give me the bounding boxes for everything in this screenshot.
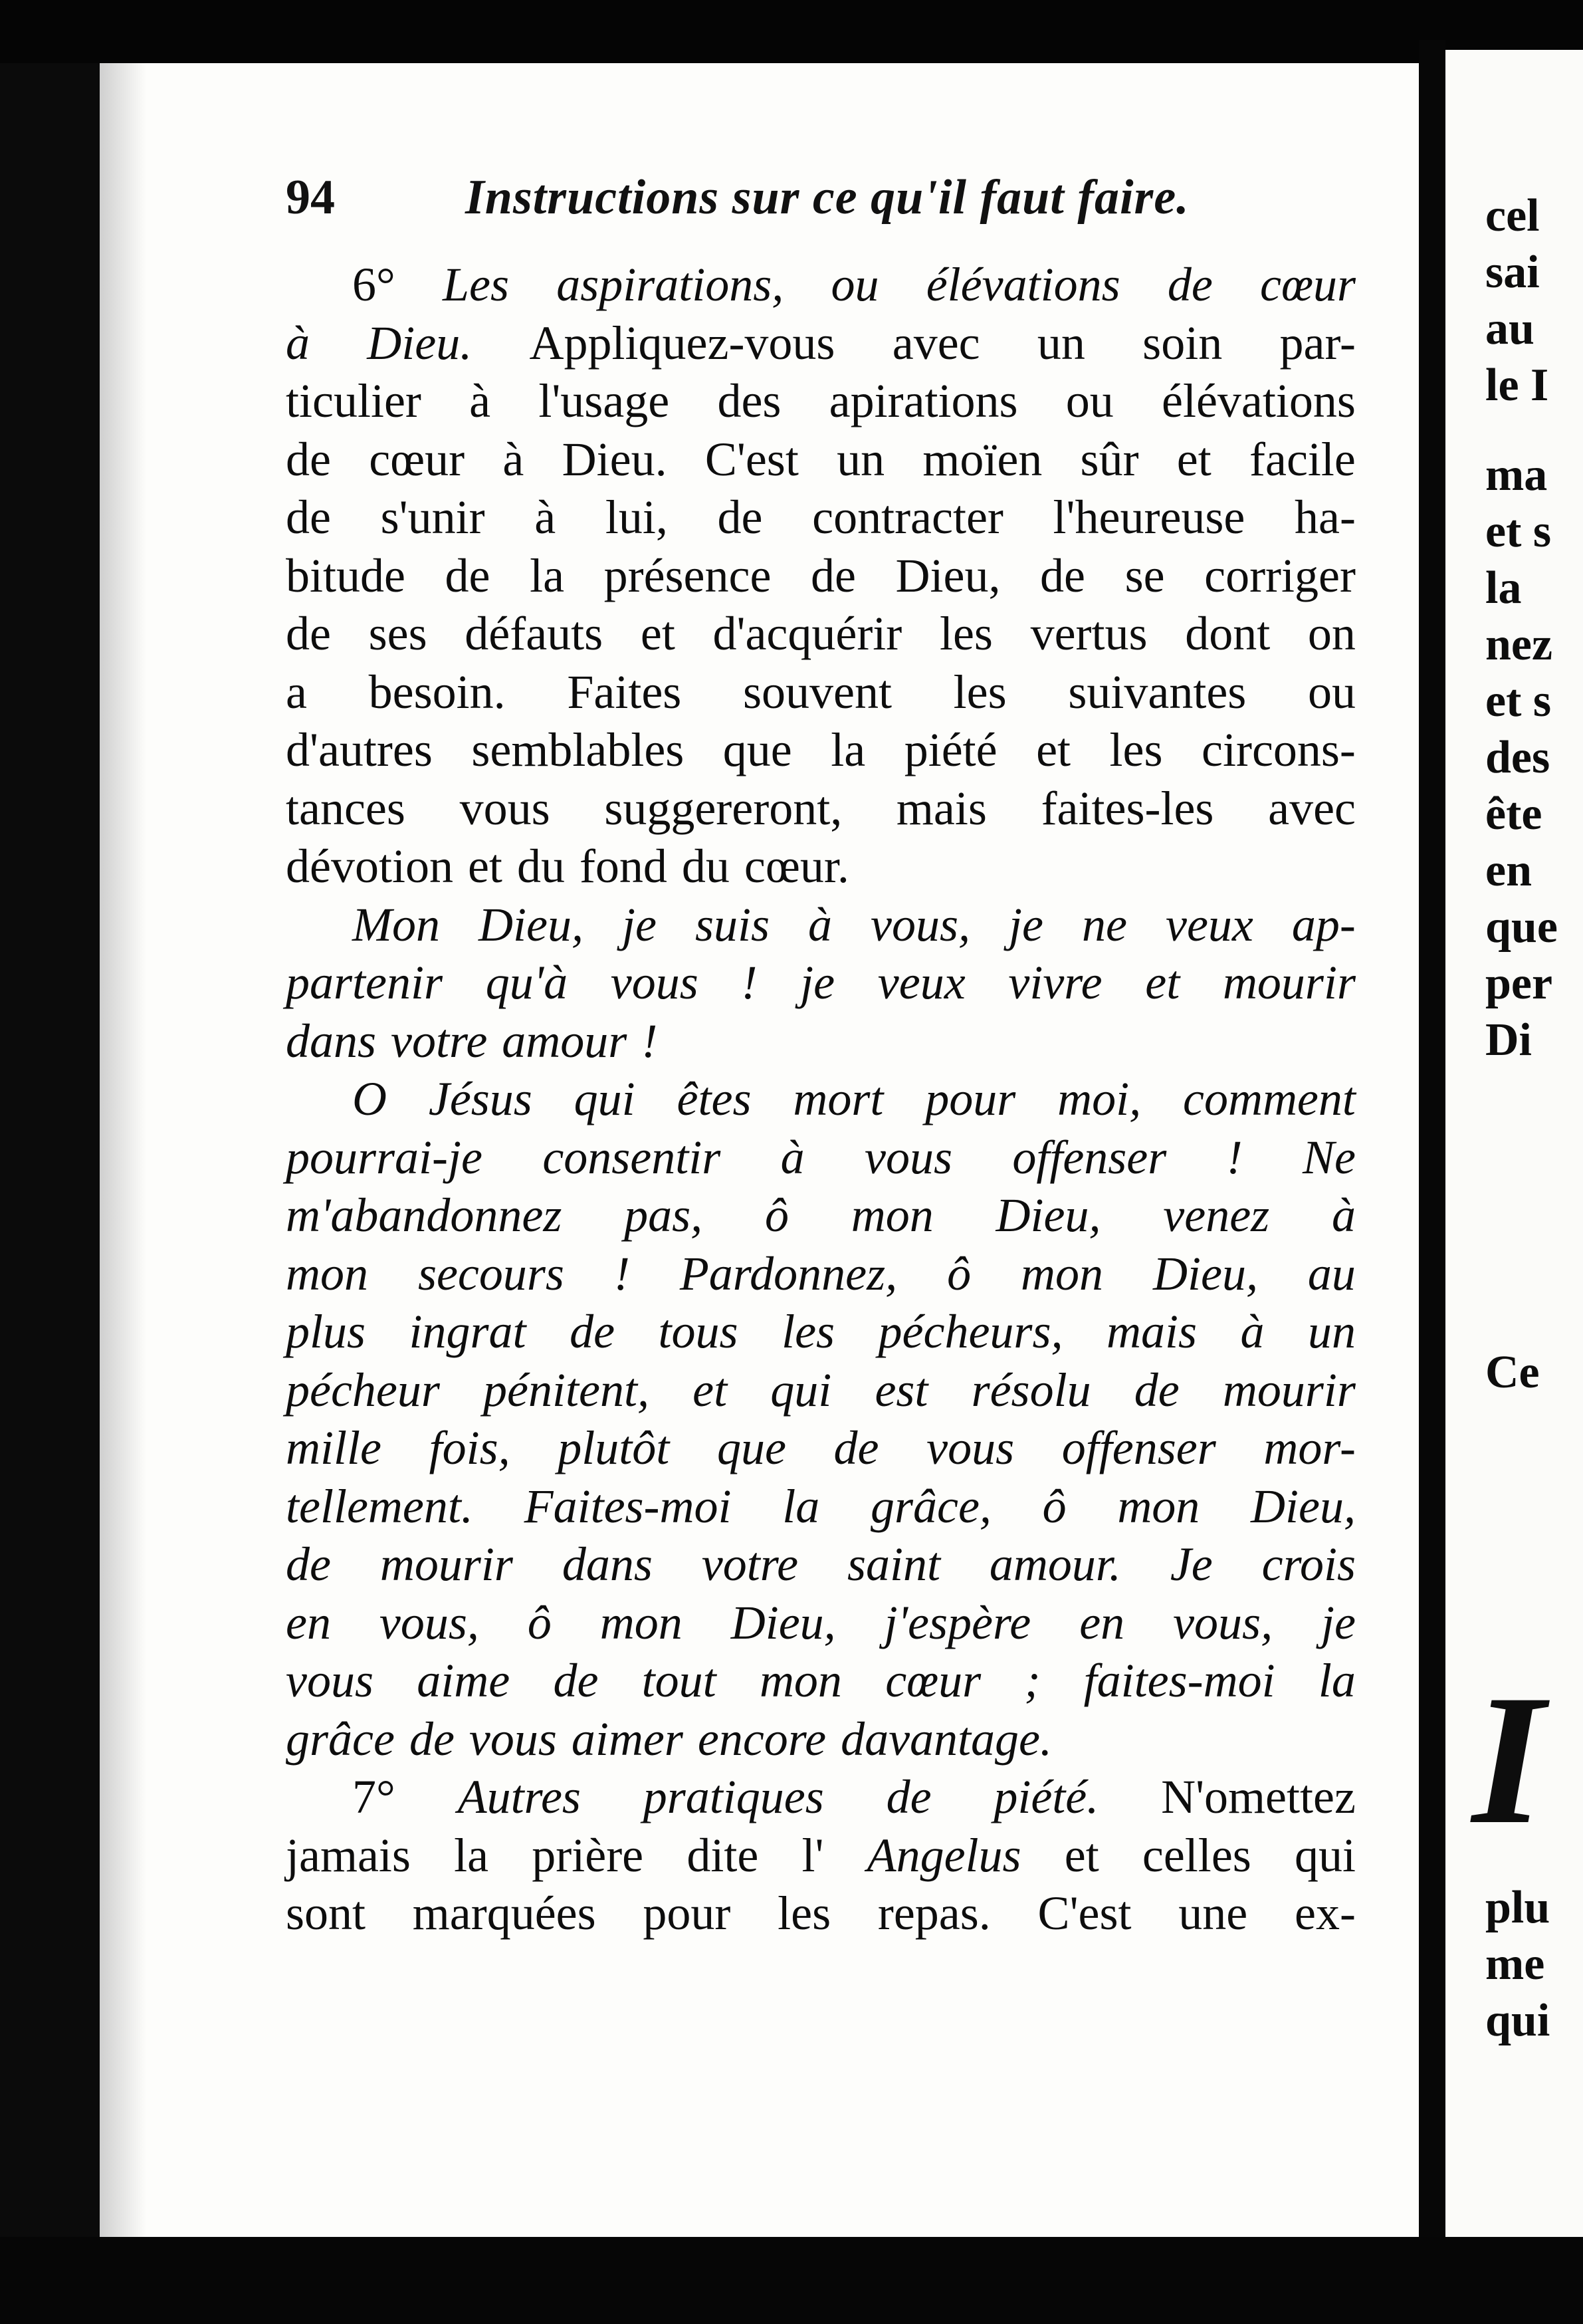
text-line [286, 1245, 1356, 1304]
word: offenser [1061, 1421, 1216, 1474]
word: N'omettez [1161, 1770, 1356, 1823]
word: ou [831, 258, 879, 311]
word: circons- [1202, 723, 1356, 776]
word: défauts [465, 607, 603, 660]
word: contracter [812, 491, 1003, 544]
word: mais [896, 781, 987, 835]
text-line [286, 1768, 1356, 1827]
word: résolu [971, 1363, 1091, 1417]
word: m'abandonnez [286, 1189, 562, 1242]
word: qui [1294, 1828, 1356, 1882]
word: facile [1249, 432, 1356, 486]
word: Dieu. [367, 316, 473, 370]
word: les [778, 1887, 831, 1940]
word: cœur [369, 432, 465, 486]
word: et [1176, 432, 1212, 486]
text-line [286, 721, 1356, 780]
facing-page-fragment: I [1472, 1656, 1544, 1863]
word: vous [864, 1130, 952, 1184]
word: cœur [885, 1654, 982, 1707]
word: tout [641, 1654, 716, 1707]
text-line [286, 372, 1356, 431]
word: pécheurs, [878, 1305, 1063, 1358]
word: vous [469, 1712, 557, 1766]
text-line [286, 1187, 1356, 1245]
scan-top-border [0, 0, 1583, 63]
word: à [286, 316, 310, 370]
word: à [780, 1130, 805, 1184]
word: jamais [286, 1828, 411, 1882]
word: un [1308, 1305, 1356, 1358]
word: veux [877, 956, 966, 1009]
word: apirations [829, 374, 1018, 427]
word: la [1318, 1654, 1356, 1707]
word: mon [1021, 1246, 1104, 1300]
word: Appliquez-vous [529, 316, 835, 370]
facing-page-fragment: sai [1485, 247, 1540, 298]
word: Dieu, [478, 897, 583, 951]
word: la [782, 1479, 820, 1533]
word: Mon [352, 897, 440, 951]
word: la [831, 723, 866, 776]
word: vous, [871, 897, 971, 951]
word: tous [658, 1305, 738, 1358]
word: que [716, 1421, 786, 1474]
facing-page-fragment: ête [1485, 788, 1542, 840]
text-line [286, 547, 1356, 606]
text-line [286, 1419, 1356, 1478]
word: et [640, 607, 675, 660]
word: dite [686, 1828, 759, 1882]
facing-page-fragment: per [1485, 958, 1553, 1009]
word: des [717, 374, 782, 427]
word: de [553, 1654, 599, 1707]
word: Les [443, 258, 510, 311]
word: les [1109, 723, 1163, 776]
facing-page-fragment: et s [1485, 675, 1552, 727]
word: d'acquérir [712, 607, 902, 660]
word: Dieu, [895, 548, 1001, 602]
page-spine-shadow [100, 63, 146, 2237]
word: grâce [286, 1712, 395, 1766]
facing-page-fragment: la [1485, 562, 1522, 614]
word: de [570, 1305, 615, 1358]
text-line [286, 1361, 1356, 1420]
word: du [681, 840, 730, 893]
text-line [286, 1710, 1356, 1769]
word: lui, [605, 491, 668, 544]
word: 7° [352, 1770, 395, 1823]
word: mort [793, 1072, 884, 1125]
word: à [534, 491, 556, 544]
word: de [810, 548, 856, 602]
word: je [621, 897, 657, 951]
word: la [530, 548, 565, 602]
page-number: 94 [286, 170, 335, 225]
word: ô [527, 1595, 552, 1649]
word: souvent [743, 665, 892, 719]
facing-page-fragment: et s [1485, 506, 1552, 557]
text-line [286, 1303, 1356, 1361]
word: ; [1024, 1654, 1041, 1707]
word: dans [286, 1014, 377, 1068]
word: un [1037, 316, 1085, 370]
word: prière [532, 1828, 644, 1882]
word: dans [562, 1538, 653, 1591]
word: suivantes [1068, 665, 1247, 719]
word: plus [286, 1305, 366, 1358]
word: avec [892, 316, 980, 370]
text-line [286, 1070, 1356, 1129]
word: je [1321, 1595, 1356, 1649]
word: bitude [286, 548, 405, 602]
word: C'est [1037, 1887, 1132, 1940]
word: les [782, 1305, 835, 1358]
word: ingrat [409, 1305, 526, 1358]
running-title: Instructions sur ce qu'il faut faire. [465, 170, 1190, 225]
word: aimer [571, 1712, 683, 1766]
facing-page-fragment: des [1485, 732, 1550, 783]
word: comment [1182, 1072, 1356, 1125]
text-line [286, 1827, 1356, 1885]
word: élévations [1162, 374, 1356, 427]
word: ! [741, 956, 758, 1009]
facing-page-fragment: plu [1485, 1882, 1550, 1933]
word: pour [643, 1887, 731, 1940]
word: de [1134, 1363, 1180, 1417]
word: ex- [1295, 1887, 1356, 1940]
word: ses [368, 607, 427, 660]
word: piété [904, 723, 998, 776]
word: Faites-moi [524, 1479, 732, 1533]
word: ! [641, 1014, 658, 1068]
text-line [286, 1478, 1356, 1536]
word: saint [847, 1538, 940, 1591]
word: veux [1166, 897, 1253, 951]
word: ticulier [286, 374, 421, 427]
word: Dieu, [996, 1189, 1101, 1242]
word: mon [851, 1189, 934, 1242]
page-header [286, 170, 1356, 236]
word: Ne [1302, 1130, 1356, 1184]
facing-page-fragment: cel [1485, 190, 1540, 241]
word: en [286, 1595, 331, 1649]
word: à [1331, 1189, 1356, 1242]
word: semblables [471, 723, 685, 776]
word: mille [286, 1421, 381, 1474]
word: que [722, 723, 792, 776]
facing-page-fragment: ma [1485, 449, 1548, 501]
word: les [953, 665, 1007, 719]
facing-page-fragment: qui [1485, 1995, 1550, 2046]
word: et [1064, 1828, 1099, 1882]
word: suggereront, [604, 781, 843, 835]
word: ou [1065, 374, 1114, 427]
word: pour [925, 1072, 1016, 1125]
word: vous, [1173, 1595, 1273, 1649]
word: vous [610, 956, 698, 1009]
word: Dieu, [730, 1595, 836, 1649]
word: mon [1117, 1479, 1200, 1533]
word: vous, [379, 1595, 479, 1649]
word: de [286, 607, 331, 660]
word: tellement. [286, 1479, 473, 1533]
word: marquées [412, 1887, 596, 1940]
word: sûr [1080, 432, 1139, 486]
word: de [409, 1712, 455, 1766]
word: s'unir [380, 491, 485, 544]
facing-page-fragment: le I [1485, 360, 1549, 411]
word: et [1036, 723, 1071, 776]
word: dévotion [286, 840, 453, 893]
text-line [286, 1012, 1356, 1071]
word: mon [286, 1246, 368, 1300]
word: O [352, 1072, 387, 1125]
word: cœur. [744, 840, 849, 893]
word: corriger [1204, 548, 1356, 602]
word: par- [1279, 316, 1356, 370]
word: a [286, 665, 307, 719]
word: de [286, 432, 331, 486]
word: vous [286, 1654, 373, 1707]
word: repas. [877, 1887, 991, 1940]
word: je [800, 956, 835, 1009]
text-line [286, 1129, 1356, 1187]
word: les [939, 607, 993, 660]
word: secours [417, 1246, 564, 1300]
word: qui [574, 1072, 635, 1125]
word: à [808, 897, 833, 951]
word: une [1178, 1887, 1248, 1940]
word: cœur [1260, 258, 1356, 311]
word: 6° [352, 258, 395, 311]
word: Dieu, [1251, 1479, 1356, 1533]
text-line [286, 431, 1356, 489]
word: de [833, 1421, 879, 1474]
facing-page-fragment: Ce [1485, 1347, 1540, 1398]
word: mor- [1263, 1421, 1356, 1474]
word: ha- [1295, 491, 1356, 544]
word: sont [286, 1887, 366, 1940]
word: mourir [379, 1538, 513, 1591]
word: de [717, 491, 763, 544]
word: vertus [1030, 607, 1148, 660]
text-line [286, 1594, 1356, 1653]
word: encore [697, 1712, 827, 1766]
word: venez [1163, 1189, 1270, 1242]
word: qui [770, 1363, 832, 1417]
facing-page-fragment: Di [1485, 1014, 1532, 1066]
word: et [467, 840, 502, 893]
word: ap- [1291, 897, 1356, 951]
text-line [286, 954, 1356, 1012]
word: au [1307, 1246, 1356, 1300]
word: présence [603, 548, 772, 602]
word: de [1040, 548, 1086, 602]
word: l' [801, 1828, 824, 1882]
word: fois, [429, 1421, 510, 1474]
word: à [502, 432, 524, 486]
text-line [286, 256, 1356, 314]
word: et [1145, 956, 1180, 1009]
word: êtes [677, 1072, 752, 1125]
word: amour. [989, 1538, 1121, 1591]
book-page-right [1445, 50, 1583, 2244]
text-line [286, 663, 1356, 722]
word: mais [1106, 1305, 1197, 1358]
word: Autres [457, 1770, 581, 1823]
word: et [692, 1363, 728, 1417]
word: pas, [624, 1189, 703, 1242]
word: pratiques [643, 1770, 824, 1823]
word: soin [1142, 316, 1223, 370]
word: Je [1170, 1538, 1213, 1591]
word: est [875, 1363, 928, 1417]
word: C'est [704, 432, 799, 486]
facing-page-fragment: que [1485, 901, 1558, 953]
word: Dieu, [1153, 1246, 1258, 1300]
word: Angelus [867, 1828, 1021, 1882]
word: votre [701, 1538, 799, 1591]
word: la [454, 1828, 489, 1882]
word: ne [1082, 897, 1127, 951]
word: besoin. [368, 665, 506, 719]
word: ô [1042, 1479, 1067, 1533]
word: un [837, 432, 885, 486]
word: ou [1308, 665, 1356, 719]
facing-page-fragment: me [1485, 1938, 1545, 1990]
word: mourir [1222, 1363, 1356, 1417]
word: ! [613, 1246, 630, 1300]
body-text [286, 256, 1356, 1943]
word: amour [502, 1014, 627, 1068]
word: moïen [922, 432, 1043, 486]
word: se [1124, 548, 1165, 602]
word: faites-moi [1083, 1654, 1275, 1707]
word: vous [926, 1421, 1015, 1474]
word: je [1009, 897, 1044, 951]
word: plutôt [558, 1421, 670, 1474]
word: j'espère [884, 1595, 1031, 1649]
word: élévations [926, 258, 1120, 311]
word: en [1079, 1595, 1125, 1649]
word: mourir [1222, 956, 1356, 1009]
word: faites-les [1041, 781, 1214, 835]
text-line [286, 1536, 1356, 1594]
word: de [1167, 258, 1213, 311]
text-line [286, 489, 1356, 547]
word: de [445, 548, 490, 602]
word: moi, [1057, 1072, 1142, 1125]
word: on [1307, 607, 1356, 660]
facing-page-fragment: nez [1485, 619, 1553, 670]
word: fond [579, 840, 667, 893]
word: celles [1142, 1828, 1251, 1882]
word: pénitent, [483, 1363, 649, 1417]
word: à [1240, 1305, 1265, 1358]
text-line [286, 1885, 1356, 1943]
word: de [286, 1538, 331, 1591]
word: vous [459, 781, 550, 835]
text-line [286, 896, 1356, 955]
text-line [286, 838, 1356, 896]
word: ! [1226, 1130, 1243, 1184]
word: offenser [1012, 1130, 1167, 1184]
word: tances [286, 781, 405, 835]
word: de [886, 1770, 932, 1823]
word: aime [417, 1654, 510, 1707]
word: Pardonnez, [679, 1246, 898, 1300]
word: mon [759, 1654, 842, 1707]
facing-page-fragment: au [1485, 303, 1534, 354]
word: ô [764, 1189, 789, 1242]
word: grâce, [870, 1479, 992, 1533]
text-line [286, 1652, 1356, 1710]
word: de [286, 491, 331, 544]
word: d'autres [286, 723, 433, 776]
word: ô [947, 1246, 972, 1300]
word: Jésus [428, 1072, 532, 1125]
word: l'heureuse [1053, 491, 1245, 544]
word: qu'à [485, 956, 568, 1009]
word: avec [1268, 781, 1356, 835]
word: votre [391, 1014, 488, 1068]
word: consentir [542, 1130, 721, 1184]
word: pourrai-je [286, 1130, 482, 1184]
word: crois [1261, 1538, 1356, 1591]
word: dont [1185, 607, 1271, 660]
word: davantage. [841, 1712, 1053, 1766]
book-gutter [1419, 40, 1445, 2324]
word: Faites [567, 665, 682, 719]
word: aspirations, [556, 258, 784, 311]
word: à [469, 374, 491, 427]
facing-page-fragment: en [1485, 845, 1532, 896]
word: Dieu. [562, 432, 667, 486]
word: du [516, 840, 565, 893]
text-line [286, 605, 1356, 663]
word: pécheur [286, 1363, 440, 1417]
scan-bottom-border [0, 2237, 1583, 2324]
text-line [286, 780, 1356, 838]
word: vivre [1008, 956, 1103, 1009]
text-line [286, 314, 1356, 373]
word: partenir [286, 956, 443, 1009]
word: piété. [994, 1770, 1099, 1823]
word: mon [599, 1595, 683, 1649]
word: l'usage [538, 374, 670, 427]
word: suis [694, 897, 770, 951]
